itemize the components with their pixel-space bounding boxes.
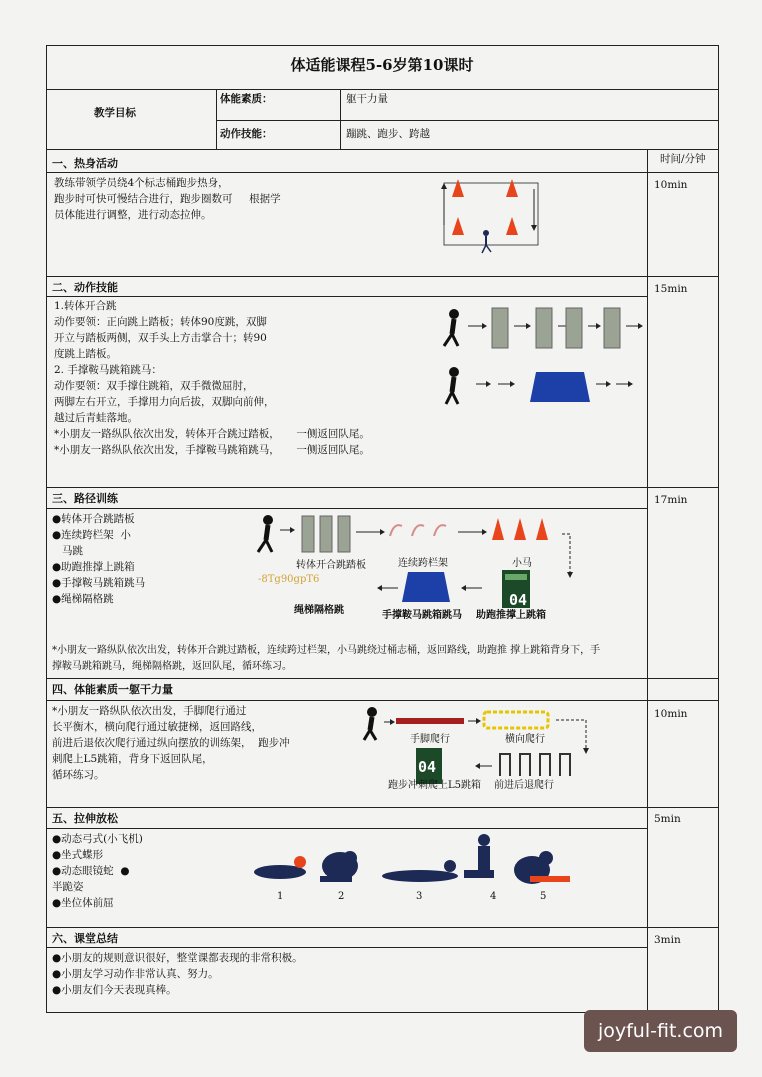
divider	[46, 678, 719, 679]
divider	[216, 89, 217, 149]
label-box: 助跑推撑上跳箱	[476, 610, 546, 621]
balance-beam	[396, 718, 464, 724]
skills-text: 1.转体开合跳 动作要领：正向跳上踏板；转体90度跳，双脚 开立与踏板两侧，双手头上方击掌合十；转90 度跳上踏板。 2. 手撑鞍马跳箱跳马： 动作要领：双手撑住跳箱，双手微微屈肘， 两脚左右开立，手撑用力向后拔，双脚向前伸， 越过后青蛙落地。 *小朋友一路纵队依次出发，转体开合跳过踏板， 一侧返回队尾。 *小朋友一路纵队依次出发，手撑鞍马跳箱跳马， 一侧返回队尾。	[54, 300, 370, 456]
warmup-time: 10min	[654, 179, 688, 191]
divider	[46, 828, 647, 829]
pose-number: 4	[490, 891, 497, 902]
stretch-poses	[250, 832, 580, 892]
label-lateral: 横向爬行	[505, 734, 545, 745]
label-sprint: 跑步冲刺爬上L5跳箱	[388, 780, 482, 791]
cone-icon	[452, 179, 464, 197]
divider	[46, 89, 719, 90]
circuit-item: ●手撑鞍马跳箱跳马	[52, 577, 146, 589]
cone-icon	[506, 217, 518, 235]
label-vault: 手撑鞍马跳箱跳马	[382, 610, 462, 621]
label-board: 转体开合跳踏板	[296, 560, 366, 571]
skill-value: 蹦跳、跑步、跨越	[346, 128, 430, 140]
child-icon	[444, 309, 459, 346]
divider	[46, 172, 719, 173]
section-title-warmup: 一、热身活动	[52, 157, 118, 170]
core-text: *小朋友一路纵队依次出发，手脚爬行通过 长平衡木，横向爬行通过敏捷梯，返回路线， 前进后退依次爬行通过纵向摆放的训练架， 跑步冲 刺爬上L5跳箱，背身下返回队尾， 循环练习。	[52, 705, 290, 781]
vault-box	[530, 372, 590, 402]
warmup-text: 教练带领学员绕4个标志桶跑步热身， 跑步时可快可慢结合进行，跑步圈数可 根据学 员体能进行调整，进行动态拉伸。	[54, 177, 281, 221]
fitness-label: 体能素质：	[220, 93, 273, 105]
training-frame	[500, 754, 570, 776]
circuit-time: 17min	[654, 494, 688, 506]
pose-icon	[254, 856, 306, 879]
divider	[46, 149, 719, 150]
stretch-text: ●动态弓式(小飞机) ●坐式蝶形 ●动态眼镜蛇 ● 半跪姿 ●坐位体前屈	[52, 833, 143, 909]
divider	[340, 89, 341, 149]
divider	[46, 487, 719, 488]
skills-time: 15min	[654, 283, 688, 295]
cone-icon	[506, 179, 518, 197]
objectives-label: 教学目标	[94, 107, 136, 119]
divider	[46, 807, 719, 808]
label-hurdle: 连续跨栏架	[398, 558, 448, 569]
child-icon	[258, 515, 273, 552]
divider	[46, 700, 719, 701]
watermark-badge: joyful-fit.com	[584, 1010, 737, 1052]
label-pony: 小马	[512, 558, 532, 569]
pose-icon	[320, 851, 358, 882]
time-header: 时间/分钟	[660, 153, 706, 165]
cone-icon	[452, 217, 464, 235]
pose-icon	[514, 851, 570, 884]
circuit-item: ●绳梯隔格跳	[52, 593, 114, 605]
child-icon	[446, 367, 459, 404]
divider	[647, 149, 648, 1013]
step-board	[566, 308, 582, 348]
pose-number: 5	[540, 891, 547, 902]
section-title-summary: 六、课堂总结	[52, 932, 118, 945]
divider	[46, 276, 719, 277]
section-title-skills: 二、动作技能	[52, 281, 118, 294]
hurdle-icon	[390, 525, 446, 536]
section-title-stretch: 五、拉伸放松	[52, 812, 118, 825]
page-title: 体适能课程5-6岁第10课时	[290, 56, 474, 74]
circuit-item: ●转体开合跳踏板	[52, 513, 135, 525]
pose-number: 2	[338, 891, 345, 902]
divider	[216, 120, 719, 121]
circuit-note: *小朋友一路纵队依次出发，转体开合跳过踏板，连续跨过栏架，小马跳绕过桶志桶，返回路线，助跑推 撑上跳箱背身下，手 撑鞍马跳箱跳马，绳梯隔格跳，返回队尾，循环练习。	[52, 645, 601, 672]
divider	[46, 927, 719, 928]
label-code: -8Tg90gpT6	[258, 574, 320, 585]
agility-ladder	[484, 712, 548, 728]
pose-icon	[464, 834, 494, 878]
divider	[46, 947, 647, 948]
warmup-cones-diagram	[436, 175, 546, 257]
fitness-value: 躯干力量	[346, 93, 388, 105]
section-title-circuit: 三、路径训练	[52, 492, 118, 505]
summary-text: ●小朋友的规则意识很好，整堂课都表现的非常积极。 ●小朋友学习动作非常认真、努力。 ●小朋友们今天表现真棒。	[52, 952, 303, 996]
step-board	[536, 308, 552, 348]
stretch-time: 5min	[654, 813, 681, 825]
divider	[46, 508, 647, 509]
divider	[46, 296, 647, 297]
label-ladder: 绳梯隔格跳	[294, 605, 344, 616]
skill-label: 动作技能：	[220, 128, 273, 140]
child-icon	[364, 707, 377, 740]
label-box-number: 04	[509, 591, 528, 609]
pose-number: 3	[416, 891, 423, 902]
circuit-item: ●连续跨栏架 小 马跳	[52, 529, 131, 557]
core-time: 10min	[654, 708, 688, 720]
circuit-item: ●助跑推撑上跳箱	[52, 561, 135, 573]
skills-diagram	[436, 302, 648, 408]
label-forward: 前进后退爬行	[494, 780, 554, 791]
step-board	[492, 308, 508, 348]
pose-number: 1	[277, 891, 284, 902]
section-title-core: 四、体能素质一躯干力量	[52, 683, 173, 696]
step-board	[604, 308, 620, 348]
pose-icon	[382, 860, 458, 882]
label-box-number: 04	[418, 758, 437, 776]
child-icon	[483, 230, 489, 236]
label-crawl: 手脚爬行	[410, 734, 450, 745]
summary-time: 3min	[654, 934, 681, 946]
